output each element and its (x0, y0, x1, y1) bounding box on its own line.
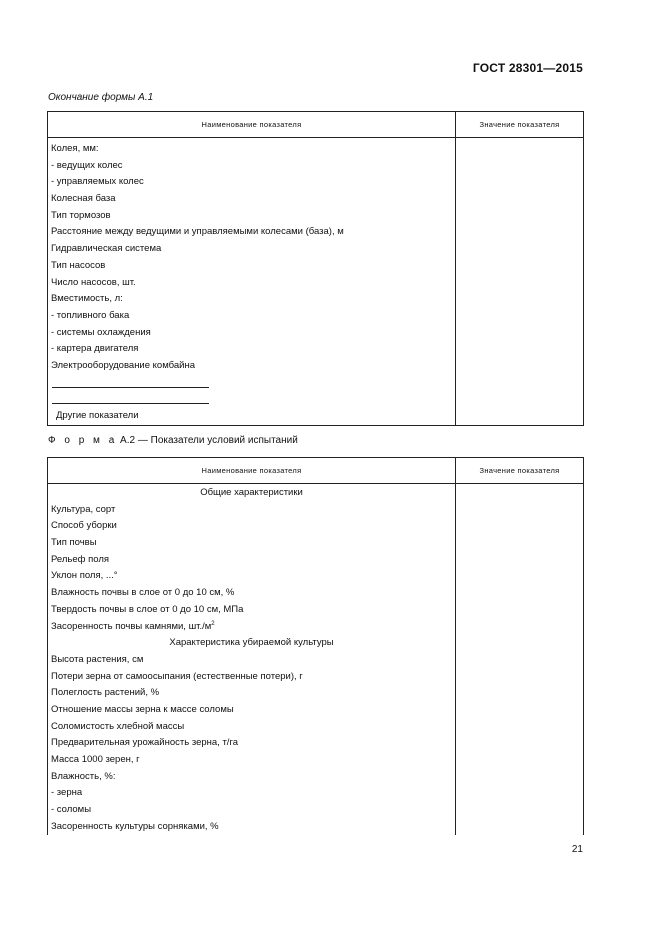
column-header-value: Значение показателя (456, 458, 584, 484)
table-row: Отношение массы зерна к массе соломы (51, 703, 234, 715)
table-row: - зерна (51, 787, 83, 799)
table-row: Электрооборудование комбайна (51, 359, 195, 371)
table-row: Масса 1000 зерен, г (51, 754, 140, 765)
table-row: Тип тормозов (51, 209, 111, 221)
table-row: Влажность, %: (51, 770, 116, 782)
table-row: Другие показатели (56, 410, 139, 421)
table-row: - картера двигателя (51, 343, 139, 355)
table-row: Влажность почвы в слое от 0 до 10 см, % (51, 587, 235, 599)
table-row: - ведущих колес (51, 159, 123, 171)
table-row: - управляемых колес (51, 176, 144, 188)
section-heading: Характеристика убираемой культуры (169, 637, 334, 649)
table-row: Тип насосов (51, 259, 106, 271)
table-row: Число насосов, шт. (51, 276, 136, 288)
table-row: Колесная база (51, 193, 116, 205)
column-header-value: Значение показателя (456, 112, 584, 138)
table-row: Рельеф поля (51, 553, 110, 565)
section-heading: Общие характеристики (200, 487, 303, 498)
form-a1-caption: Окончание формы А.1 (48, 92, 154, 103)
table-row: Гидравлическая система (51, 243, 162, 255)
indicator-values-cell (456, 138, 584, 426)
indicator-names-cell (48, 484, 456, 836)
table-row: Высота растения, см (51, 653, 144, 665)
table-row: Полеглость растений, % (51, 687, 160, 699)
table-row: - соломы (51, 804, 92, 816)
table-row: Засоренность культуры сорняками, % (51, 820, 219, 832)
form-label: Ф о р м а (48, 435, 118, 446)
form-title: А.2 — Показатели условий испытаний (117, 435, 298, 446)
table-row: Культура, сорт (51, 503, 116, 515)
table-row: Расстояние между ведущими и управляемыми колесами (база), м (51, 226, 344, 238)
table-row: - системы охлаждения (51, 326, 151, 338)
blank-line (48, 391, 455, 408)
table-row: Уклон поля, ...° (51, 570, 118, 582)
indicator-names-cell (48, 138, 456, 426)
standard-number: ГОСТ 28301—2015 (472, 61, 583, 75)
column-header-name: Наименование показателя (48, 458, 456, 484)
page-number: 21 (571, 844, 583, 855)
blank-line (48, 375, 455, 392)
table-row: Предварительная урожайность зерна, т/га (51, 737, 238, 749)
table-row: Тип почвы (51, 537, 97, 549)
form-a2-table (47, 457, 584, 835)
stones-label: Засоренность почвы камнями, шт./м (51, 620, 212, 632)
table-row: Вместимость, л: (51, 293, 123, 305)
table-row: Потери зерна от самоосыпания (естественные потери), г (51, 670, 303, 682)
table-row: Колея, мм: (51, 143, 99, 154)
stones-sup: 2 (211, 620, 215, 627)
table-row (48, 619, 455, 636)
form-a1-table (47, 111, 584, 426)
column-header-name: Наименование показателя (48, 112, 456, 138)
table-row: Твердость почвы в слое от 0 до 10 см, МПа (51, 603, 244, 615)
table-row: - топливного бака (51, 309, 130, 321)
table-row: Соломистость хлебной массы (51, 720, 185, 732)
form-a2-caption (48, 435, 298, 446)
indicator-values-cell (456, 484, 584, 836)
table-row: Способ уборки (51, 520, 117, 532)
